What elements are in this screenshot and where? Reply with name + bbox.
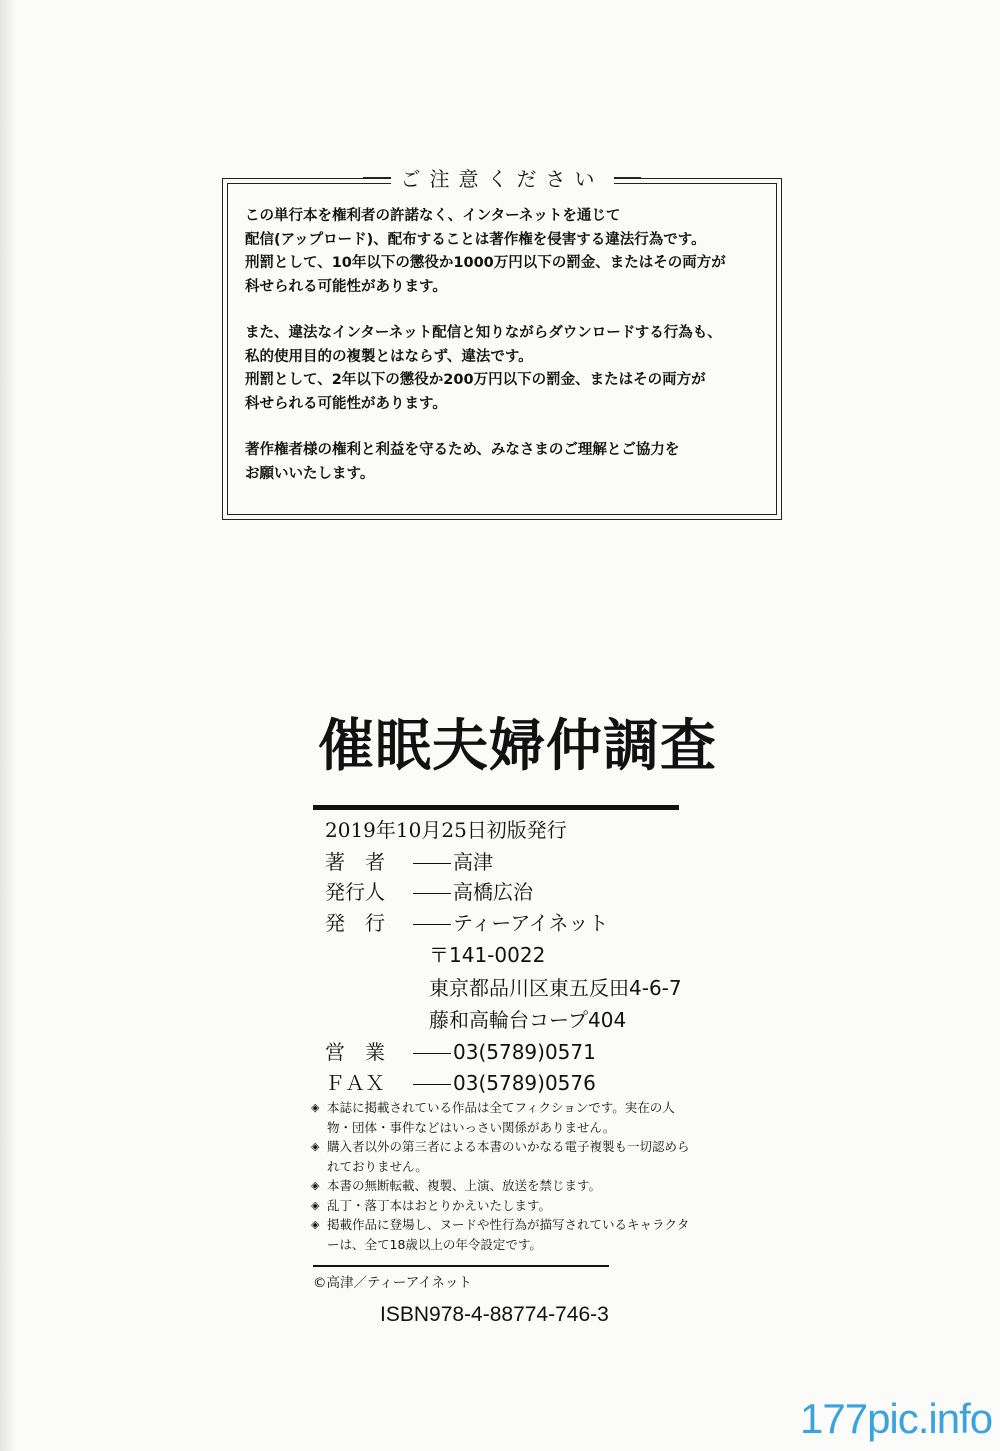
book-title: 催眠夫婦仲調査: [318, 713, 717, 779]
isbn: ISBN978-4-88774-746-3: [380, 1303, 609, 1326]
publisher-person-name: 高橋広治: [453, 880, 533, 904]
dash-rule: [413, 893, 451, 894]
dash-rule: [413, 863, 451, 864]
credit-row-publisher-person: [325, 876, 533, 905]
legal-note: ◈ 乱丁・落丁本はおとりかえいたします。: [313, 1196, 693, 1216]
publisher-label: 発 行: [325, 911, 385, 935]
copyright-notice-box: [222, 167, 782, 520]
dash-rule: [413, 1053, 451, 1054]
publication-date: 2019年10月25日初版発行: [325, 818, 567, 842]
legal-note: ◈ 本誌に掲載されている作品は全てフィクションです。実在の人物・団体・事件などはいっさい関係がありません。: [313, 1098, 693, 1137]
legal-notes: [313, 1098, 693, 1254]
author-name: 高津: [453, 850, 493, 874]
address-line-1: 東京都品川区東五反田4-6-7: [429, 976, 682, 1000]
author-label: 著 者: [325, 850, 385, 874]
credit-row-sales: [325, 1036, 596, 1065]
address-line-2: 藤和高輪台コープ404: [429, 1008, 627, 1032]
credit-row-publisher: [325, 907, 608, 936]
fax-label: ＦＡＸ: [325, 1071, 385, 1095]
notice-paragraph: この単行本を権利者の許諾なく、インターネットを通じて 配信(アップロード)、配布することは著作権を侵害する違法行為です。 刑罰として、10年以下の懲役か1000万円以下の罰金、またはその両方が 科せられる可能性があります。: [245, 208, 726, 295]
fax-number: 03(5789)0576: [453, 1071, 596, 1095]
publisher-name: ティーアイネット: [453, 911, 609, 935]
dash-rule: [413, 1084, 451, 1085]
publisher-person-label: 発行人: [325, 880, 385, 904]
sales-phone: 03(5789)0571: [453, 1040, 596, 1064]
legal-note: ◈ 購入者以外の第三者による本書のいかなる電子複製も一切認められておりません。: [313, 1137, 693, 1176]
title-rule: [313, 805, 679, 810]
copyright-line: ©高津／ティーアイネット: [313, 1275, 472, 1291]
page-edge-shadow: [0, 0, 16, 1451]
credit-row-author: [325, 846, 493, 875]
sales-label: 営 業: [325, 1040, 385, 1064]
credit-row-fax: [325, 1067, 596, 1096]
notice-title-text: ご注意ください: [391, 167, 614, 191]
notice-paragraph: 著作権者様の権利と利益を守るため、みなさまのご理解とご協力を お願いいたします。: [245, 442, 680, 482]
notice-body: [245, 205, 765, 509]
watermark-text: 177pic.info: [800, 1395, 993, 1442]
notice-title: [223, 163, 781, 192]
dash-rule: [413, 924, 451, 925]
notice-paragraph: また、違法なインターネット配信と知りながらダウンロードする行為も、 私的使用目的の複製とはならず、違法です。 刑罰として、2年以下の懲役か200万円以下の罰金、またはその両方が 科せられる可能性があります。: [245, 325, 722, 412]
postal-code: 〒141-0022: [429, 943, 546, 967]
legal-note: ◈ 掲載作品に登場し、ヌードや性行為が描写されているキャラクターは、全て18歳以上の年令設定です。: [313, 1215, 693, 1254]
legal-note: ◈ 本書の無断転載、複製、上演、放送を禁じます。: [313, 1176, 693, 1196]
notes-rule: [313, 1265, 609, 1267]
